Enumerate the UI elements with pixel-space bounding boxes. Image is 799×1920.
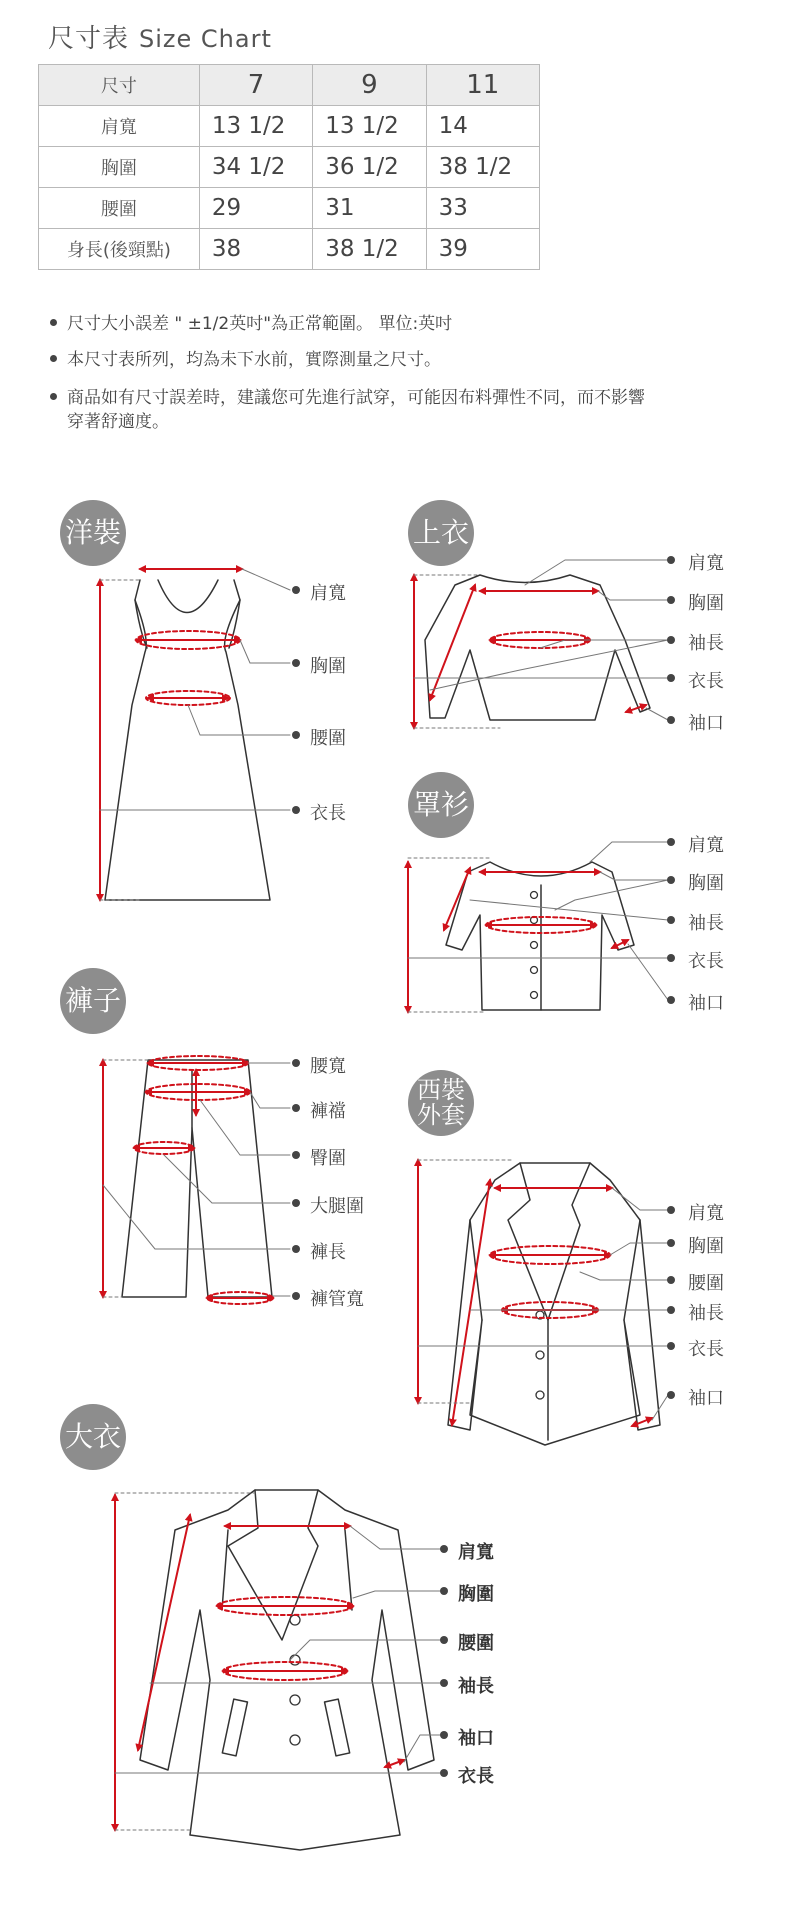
top-label: 肩寬 <box>688 553 724 574</box>
suit-measures <box>418 1160 652 1426</box>
blouse-buttons <box>531 892 538 999</box>
suit-label: 肩寬 <box>688 1203 724 1224</box>
pants-label: 褲襠 <box>310 1101 346 1122</box>
pants-label: 大腿圍 <box>310 1196 364 1217</box>
section-badge-blouse: 罩衫 <box>408 772 474 838</box>
row-label: 身長(後頸點) <box>39 229 200 270</box>
suit-guides <box>418 1160 668 1420</box>
title-zh: 尺寸表 <box>48 24 130 54</box>
suit-title-line1: 西裝 <box>417 1076 465 1104</box>
suit-label: 袖長 <box>688 1303 724 1324</box>
title-en: Size Chart <box>139 25 272 53</box>
dress-label: 衣長 <box>310 803 346 824</box>
top-label: 衣長 <box>688 671 724 692</box>
row-label: 胸圍 <box>39 147 200 188</box>
table-cell: 31 <box>313 188 426 229</box>
suit-drawing <box>448 1163 660 1445</box>
pants-label: 褲管寬 <box>310 1289 364 1310</box>
row-label: 肩寬 <box>39 106 200 147</box>
top-label: 袖口 <box>688 713 724 734</box>
top-label: 袖長 <box>688 633 724 654</box>
table-header-size: 11 <box>426 65 539 106</box>
blouse-measures <box>408 862 628 1012</box>
suit-buttons <box>536 1311 544 1399</box>
dress-label: 肩寬 <box>310 583 346 604</box>
row-label: 腰圍 <box>39 188 200 229</box>
coat-label: 肩寬 <box>458 1542 494 1563</box>
coat-label: 袖口 <box>458 1728 494 1749</box>
table-cell: 38 1/2 <box>426 147 539 188</box>
suit-label: 袖口 <box>688 1388 724 1409</box>
section-badge-coat: 大衣 <box>60 1404 126 1470</box>
top-drawing <box>425 575 650 720</box>
blouse-label: 胸圍 <box>688 873 724 894</box>
note-item-continued: 穿著舒適度。 <box>67 412 169 432</box>
note-text: 本尺寸表所列，均為未下水前，實際測量之尺寸。 <box>67 350 441 370</box>
pants-label: 褲長 <box>310 1242 346 1263</box>
coat-measures <box>115 1495 404 1830</box>
table-cell: 33 <box>426 188 539 229</box>
pants-label: 臀圍 <box>310 1148 346 1169</box>
table-cell: 36 1/2 <box>313 147 426 188</box>
suit-label: 腰圍 <box>688 1273 724 1294</box>
dress-label: 腰圍 <box>310 728 346 749</box>
table-cell: 39 <box>426 229 539 270</box>
section-badge-dress: 洋裝 <box>60 500 126 566</box>
blouse-drawing <box>446 862 634 1010</box>
table-cell: 13 1/2 <box>313 106 426 147</box>
coat-label: 衣長 <box>458 1766 494 1787</box>
dress-drawing <box>105 580 270 900</box>
table-cell: 38 <box>199 229 312 270</box>
dress-label: 胸圍 <box>310 656 346 677</box>
section-badge-top: 上衣 <box>408 500 474 566</box>
table-cell: 29 <box>199 188 312 229</box>
section-badge-suit <box>408 1070 474 1136</box>
table-cell: 34 1/2 <box>199 147 312 188</box>
coat-label: 腰圍 <box>458 1633 494 1654</box>
coat-label: 袖長 <box>458 1676 494 1697</box>
table-header-label: 尺寸 <box>39 65 200 106</box>
note-text: 商品如有尺寸誤差時，建議您可先進行試穿，可能因布料彈性不同，而不影響 <box>67 388 645 408</box>
top-label: 胸圍 <box>688 593 724 614</box>
table-header-size: 7 <box>199 65 312 106</box>
section-badge-pants: 褲子 <box>60 968 126 1034</box>
note-text: 尺寸大小誤差 " ±1/2英吋"為正常範圍。 單位:英吋 <box>67 314 453 334</box>
blouse-label: 袖口 <box>688 993 724 1014</box>
table-header-size: 9 <box>313 65 426 106</box>
blouse-label: 袖長 <box>688 913 724 934</box>
suit-label: 衣長 <box>688 1339 724 1360</box>
coat-label: 胸圍 <box>458 1584 494 1605</box>
suit-label: 胸圍 <box>688 1236 724 1257</box>
table-cell: 38 1/2 <box>313 229 426 270</box>
blouse-label: 衣長 <box>688 951 724 972</box>
table-cell: 13 1/2 <box>199 106 312 147</box>
blouse-label: 肩寬 <box>688 835 724 856</box>
pants-label: 腰寬 <box>310 1056 346 1077</box>
suit-title-line2: 外套 <box>417 1101 465 1129</box>
table-cell: 14 <box>426 106 539 147</box>
pants-measures <box>103 1056 273 1304</box>
